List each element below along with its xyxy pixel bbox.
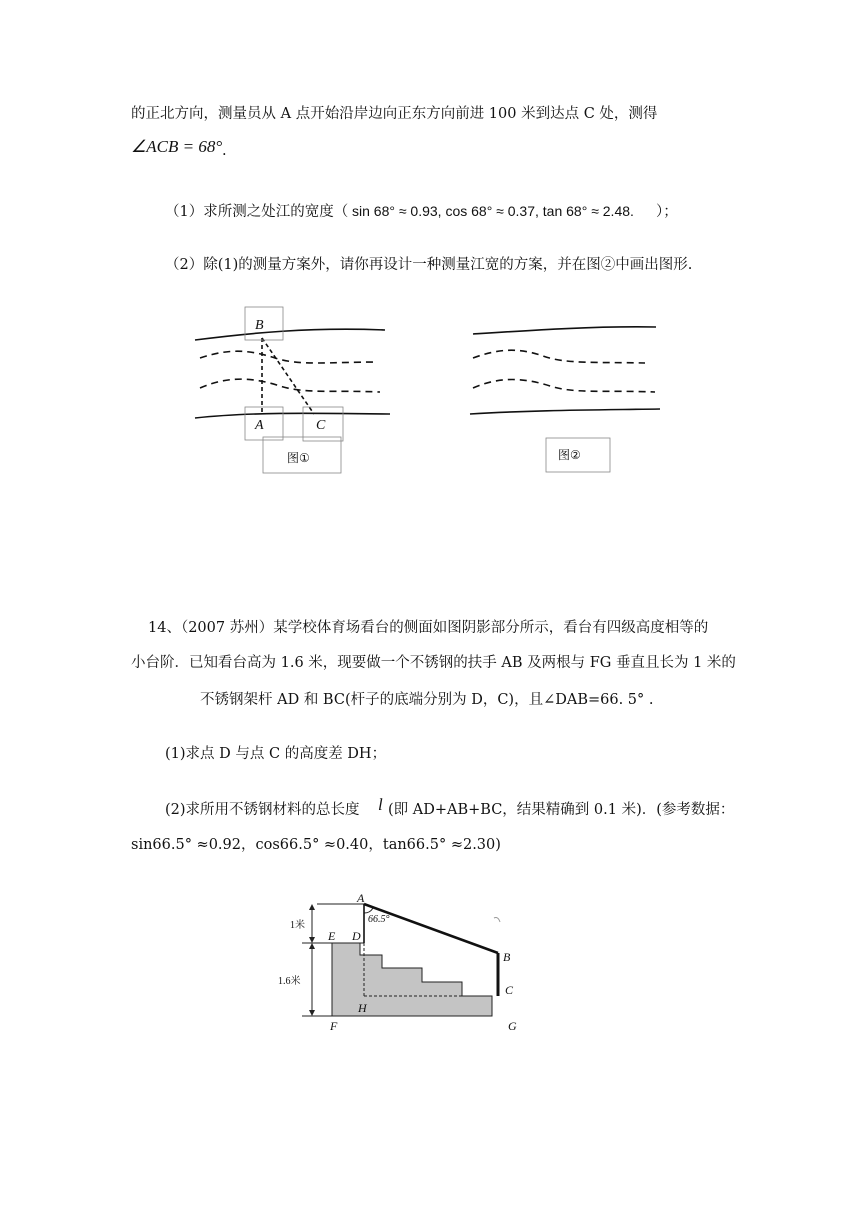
variable-l: l bbox=[378, 795, 383, 814]
stand-shaded-region bbox=[332, 943, 492, 1016]
handrail-ab bbox=[364, 904, 498, 953]
problem14-line2: 小台阶．已知看台高为 1.6 米，现要做一个不锈钢的扶手 AB 及两根与 FG 垂直且长为 1 米的 bbox=[131, 655, 736, 671]
angle-arc bbox=[364, 908, 373, 913]
label-g: G bbox=[508, 1019, 517, 1033]
figure-3-stadium bbox=[272, 888, 532, 1038]
question1-suffix: ）； bbox=[656, 204, 678, 220]
river-bank-south bbox=[195, 413, 390, 418]
problem14-line1: 14、（2007 苏州）某学校体育场看台的侧面如图阴影部分所示，看台有四级高度相等的 bbox=[148, 620, 709, 636]
river-current-1 bbox=[200, 351, 378, 363]
label-e: E bbox=[328, 929, 336, 943]
arrowhead bbox=[309, 943, 315, 949]
problem14-line3: 不锈钢架杆 AD 和 BC(杆子的底端分别为 D，C)，且∠DAB=66. 5° . bbox=[200, 692, 654, 708]
problem14-question1: (1)求点 D 与点 C 的高度差 DH； bbox=[165, 746, 387, 762]
problem14-question2-prefix: (2)求所用不锈钢材料的总长度 bbox=[165, 802, 360, 818]
label-d: D bbox=[352, 929, 361, 943]
river-bank-north bbox=[473, 327, 656, 334]
label-a: A bbox=[255, 418, 264, 433]
arrowhead bbox=[309, 904, 315, 910]
caption-figure-1: 图① bbox=[287, 451, 310, 465]
river-bank-south bbox=[470, 409, 660, 414]
river-current-2 bbox=[200, 379, 380, 392]
label-a: A bbox=[357, 891, 365, 905]
label-f: F bbox=[330, 1019, 338, 1033]
question2-text: （2）除(1)的测量方案外，请你再设计一种测量江宽的方案，并在图②中画出图形. bbox=[165, 257, 693, 273]
label-b: B bbox=[503, 950, 511, 964]
scan-mark bbox=[494, 918, 500, 923]
arrowhead bbox=[309, 937, 315, 943]
arrowhead bbox=[309, 1010, 315, 1016]
caption-figure-2: 图② bbox=[558, 448, 581, 462]
angle-acb-formula: ∠ACB = 68° bbox=[131, 137, 223, 156]
problem13-line1: 的正北方向，测量员从 A 点开始沿岸边向正东方向前进 100 米到达点 C 处，测得 bbox=[131, 106, 658, 122]
label-box-b bbox=[245, 307, 283, 340]
reference-data: sin66.5° ≈0.92，cos66.5° ≈0.40，tan66.5° ≈2.30) bbox=[131, 837, 501, 853]
river-bank-north bbox=[195, 329, 385, 340]
label-b: B bbox=[255, 318, 264, 333]
question1-trig-values: sin 68° ≈ 0.93, cos 68° ≈ 0.37, tan 68° ≈ 2.48. bbox=[352, 203, 634, 219]
label-box-a bbox=[245, 407, 283, 440]
question1-prefix: （1）求所测之处江的宽度（ bbox=[165, 204, 349, 220]
angle-period: . bbox=[222, 143, 227, 159]
label-h: H bbox=[358, 1001, 367, 1015]
segment-bc bbox=[262, 338, 314, 414]
figure-1-river bbox=[190, 300, 400, 480]
dim-label-1-6m: 1.6米 bbox=[278, 976, 301, 987]
label-c: C bbox=[505, 983, 514, 997]
river-current-1 bbox=[473, 350, 645, 363]
problem14-question2-suffix: (即 AD+AB+BC，结果精确到 0.1 米)．(参考数据： bbox=[388, 802, 735, 818]
river-current-2 bbox=[473, 380, 655, 393]
dim-label-1m: 1米 bbox=[290, 920, 305, 931]
angle-label: 66.5° bbox=[368, 914, 390, 925]
figure-2-river bbox=[465, 318, 675, 478]
label-c: C bbox=[316, 418, 326, 433]
